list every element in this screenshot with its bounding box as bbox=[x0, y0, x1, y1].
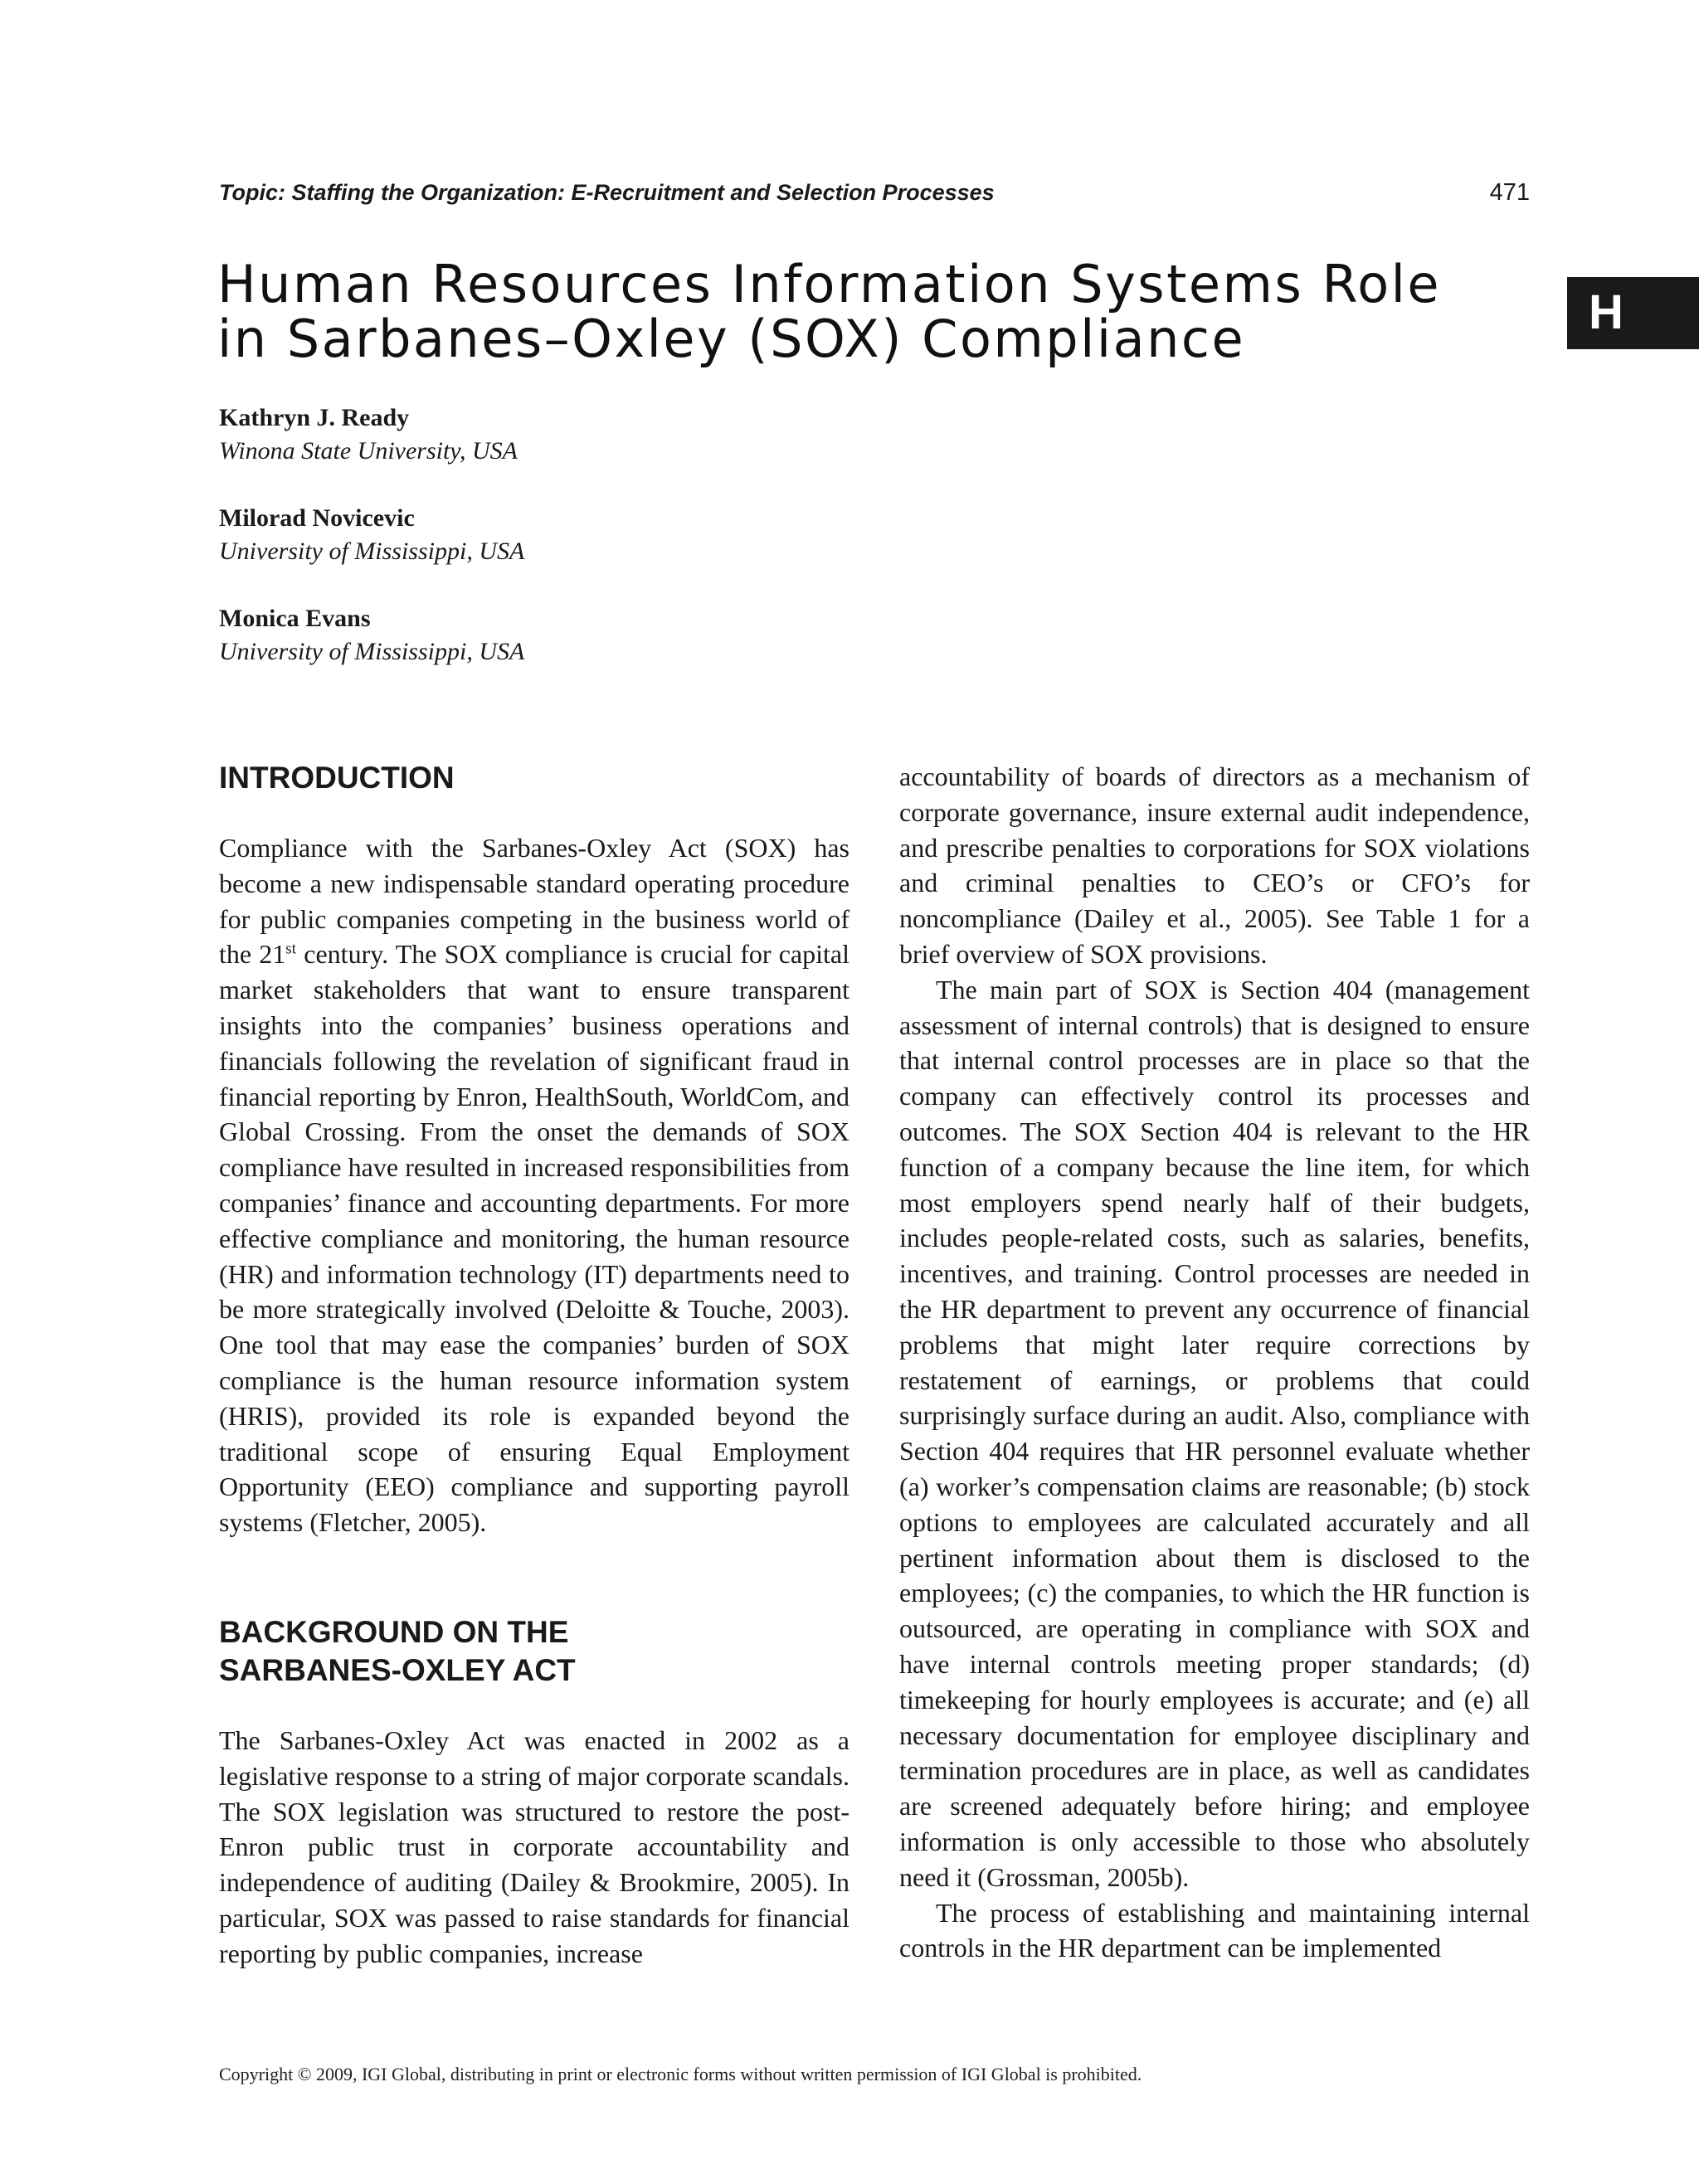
introduction-text-part-1: Compliance with the Sarbanes-Oxley Act (SOX) has become a new indispensable standard operating procedure for public companies competing in the business world of the 21 bbox=[219, 833, 850, 970]
section-tab-letter: H bbox=[1589, 285, 1624, 339]
author-affiliation: University of Mississippi, USA bbox=[219, 638, 525, 665]
author-name: Milorad Novicevic bbox=[219, 504, 415, 532]
author-name: Monica Evans bbox=[219, 605, 371, 632]
background-paragraph-2: The main part of SOX is Section 404 (management assessment of internal controls) that is designed to ensure that internal control processes are in place so that the company can effectively control its processes and outcomes. The SOX Section 404 is relevant to the HR function of a company because the line item, for which most employers spend nearly half of their budgets, includes people-related costs, such as salaries, benefits, incentives, and training. Control processes are needed in the HR department to prevent any occurrence of financial problems that might later require corrections by restatement of earnings, or problems that could surprisingly surface during an audit. Also, compliance with Section 404 requires that HR personnel evaluate whether (a) worker’s compensation claims are reasonable; (b) stock options to employees are calculated accurately and all pertinent information about them is disclosed to the employees; (c) the companies, to which the HR function is outsourced, are operating in compliance with SOX and have internal controls meeting proper standards; (d) timekeeping for hourly employees is accurate; and (e) all necessary documentation for employee disciplinary and termination procedures are in place, as well as candidates are screened adequately before hiring; and employee information is only accessible to those who absolutely need it (Grossman, 2005b). bbox=[899, 974, 1530, 1892]
introduction-heading: INTRODUCTION bbox=[219, 761, 455, 795]
author-block bbox=[219, 602, 966, 669]
author-affiliation: Winona State University, USA bbox=[219, 437, 518, 465]
right-column bbox=[899, 759, 1530, 1966]
author-affiliation: University of Mississippi, USA bbox=[219, 537, 525, 565]
author-block bbox=[219, 502, 966, 568]
copyright-footer: Copyright © 2009, IGI Global, distributing in print or electronic forms without written permission of IGI Global is prohibited. bbox=[219, 2064, 1142, 2084]
author-list bbox=[219, 401, 966, 703]
background-paragraph-1-continued: accountability of boards of directors as a mechanism of corporate governance, insure external audit independence, and prescribe penalties to corporations for SOX violations and criminal penalties to CEO’s or CFO’s for noncompliance (Dailey et al., 2005). See Table 1 for a brief overview of SOX provisions. bbox=[899, 761, 1530, 969]
left-column bbox=[219, 759, 850, 1972]
section-tab-marker bbox=[1567, 277, 1699, 349]
topic-header: Topic: Staffing the Organization: E-Recruitment and Selection Processes bbox=[219, 180, 995, 205]
introduction-paragraph bbox=[219, 830, 850, 1540]
background-heading bbox=[219, 1613, 850, 1690]
ordinal-suffix: st bbox=[285, 940, 297, 958]
author-block bbox=[219, 401, 966, 468]
author-name: Kathryn J. Ready bbox=[219, 404, 410, 431]
article-title-line-1: Human Resources Information Systems Role bbox=[217, 254, 1442, 314]
background-paragraph-3: The process of establishing and maintaining internal controls in the HR department can be implemented bbox=[899, 1897, 1530, 1963]
page-number: 471 bbox=[1489, 179, 1530, 206]
background-paragraph-1: The Sarbanes-Oxley Act was enacted in 2002 as a legislative response to a string of major corporate scandals. The SOX legislation was structured to restore the post-Enron public trust in corporate accountability and independence of auditing (Dailey & Brookmire, 2005). In particular, SOX was passed to raise standards for financial reporting by public companies, increase bbox=[219, 1724, 850, 1968]
article-title-line-2: in Sarbanes–Oxley (SOX) Compliance bbox=[217, 309, 1246, 369]
introduction-text-part-2: century. The SOX compliance is crucial for capital market stakeholders that want to ensure transparent insights into the companies’ business operations and financials following the revelation of significant fraud in financial reporting by Enron, HealthSouth, WorldCom, and Global Crossing. From the onset the demands of SOX compliance have resulted in increased responsibilities from companies’ finance and accounting departments. For more effective compliance and monitoring, the human resource (HR) and information technology (IT) departments need to be more strategically involved (Deloitte & Touche, 2003). One tool that may ease the companies’ burden of SOX compliance is the human resource information system (HRIS), provided its role is expanded beyond the traditional scope of ensuring Equal Employment Opportunity (EEO) compliance and supporting payroll systems (Fletcher, 2005). bbox=[219, 939, 850, 1538]
article-title bbox=[217, 254, 1512, 369]
background-heading-line-2: SARBANES-OXLEY ACT bbox=[219, 1652, 576, 1687]
background-heading-line-1: BACKGROUND ON THE bbox=[219, 1614, 569, 1649]
